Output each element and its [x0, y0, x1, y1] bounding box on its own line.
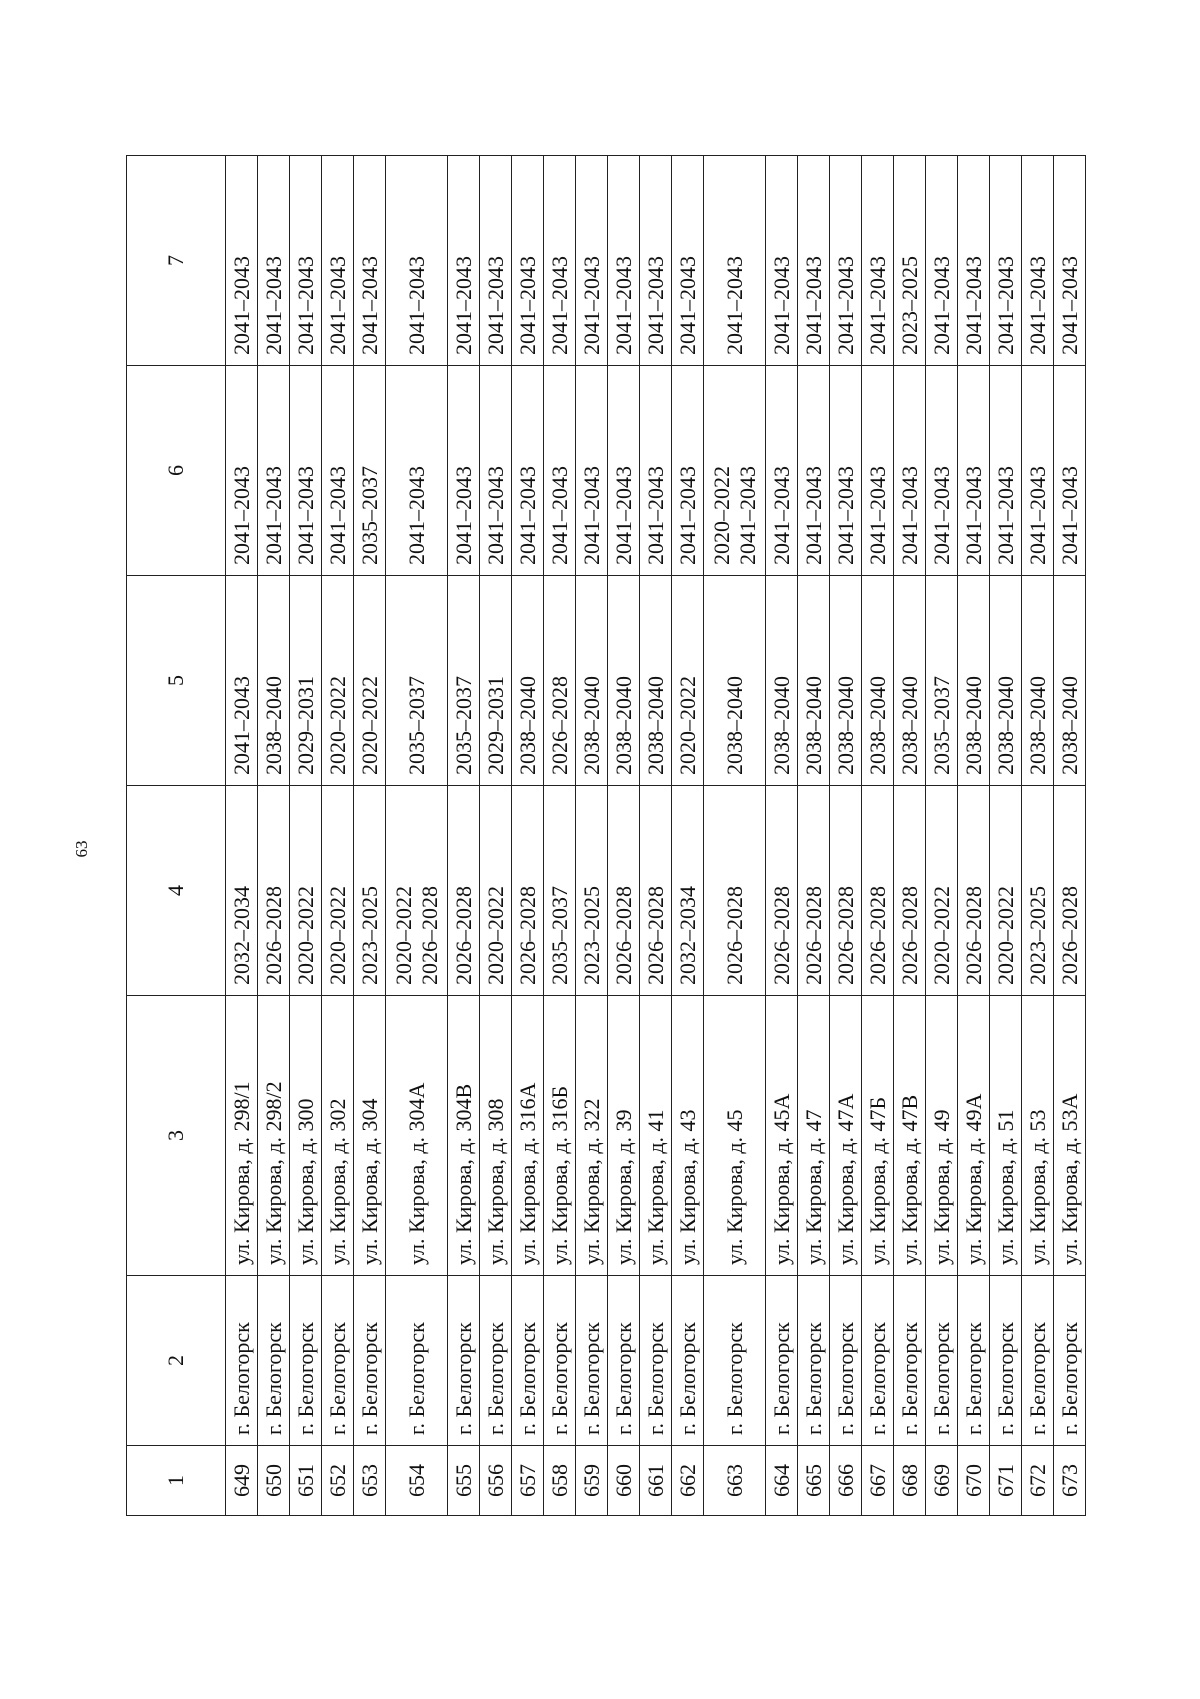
- table-cell: 2020–2022: [926, 786, 958, 996]
- table-cell: 2038–2040: [990, 576, 1022, 786]
- table-cell: 2041–2043: [512, 156, 544, 366]
- table-cell: г. Белогорск: [354, 1276, 386, 1446]
- table-cell: 2026–2028: [830, 786, 862, 996]
- table-cell: г. Белогорск: [894, 1276, 926, 1446]
- table-cell: 2026–2028: [640, 786, 672, 996]
- table-cell: 2038–2040: [894, 576, 926, 786]
- table-cell: ул. Кирова, д. 322: [576, 996, 608, 1276]
- table-cell: г. Белогорск: [798, 1276, 830, 1446]
- table-cell: 2041–2043: [640, 156, 672, 366]
- table-cell: 2038–2040: [1054, 576, 1086, 786]
- table-cell: 2041–2043: [290, 156, 322, 366]
- table-cell: г. Белогорск: [1054, 1276, 1086, 1446]
- table-cell: 2035–2037: [448, 576, 480, 786]
- table-row: [894, 156, 926, 1516]
- table-cell: г. Белогорск: [830, 1276, 862, 1446]
- table-cell: 2041–2043: [1022, 156, 1054, 366]
- table-cell: 2038–2040: [830, 576, 862, 786]
- table-cell: 2023–2025: [576, 786, 608, 996]
- table-cell: 2020–2022: [290, 786, 322, 996]
- table-row: [544, 156, 576, 1516]
- table-cell: ул. Кирова, д. 49: [926, 996, 958, 1276]
- table-cell: 2041–2043: [480, 156, 512, 366]
- table-cell: 2035–2037: [544, 786, 576, 996]
- table-cell: 2026–2028: [704, 786, 766, 996]
- table-cell: 2041–2043: [290, 366, 322, 576]
- table-cell: ул. Кирова, д. 300: [290, 996, 322, 1276]
- table-cell: ул. Кирова, д. 53: [1022, 996, 1054, 1276]
- table-cell: 2041–2043: [226, 156, 258, 366]
- table-cell: 2041–2043: [640, 366, 672, 576]
- table-cell: 2020–2022: [990, 786, 1022, 996]
- table-cell: г. Белогорск: [926, 1276, 958, 1446]
- table-row: [448, 156, 480, 1516]
- table-cell: 2041–2043: [386, 156, 448, 366]
- table-cell: 2041–2043: [766, 366, 798, 576]
- table-cell: 662: [672, 1446, 704, 1516]
- table-cell: 659: [576, 1446, 608, 1516]
- table-row: [672, 156, 704, 1516]
- table-cell: 2026–2028: [862, 786, 894, 996]
- table-cell: 2041–2043: [862, 156, 894, 366]
- table-cell: 670: [958, 1446, 990, 1516]
- table-cell: 2026–2028: [608, 786, 640, 996]
- table-body: [127, 156, 1086, 1516]
- table-cell: ул. Кирова, д. 47В: [894, 996, 926, 1276]
- table-cell: 2041–2043: [1054, 156, 1086, 366]
- header-row: [127, 156, 226, 1516]
- table-cell: 672: [1022, 1446, 1054, 1516]
- cell-line: 2020–2022: [391, 886, 417, 985]
- table-cell: 2026–2028: [512, 786, 544, 996]
- table-cell: 2020–2022: [354, 576, 386, 786]
- table-row: [704, 156, 766, 1516]
- table-cell: 2041–2043: [798, 156, 830, 366]
- table-cell: 2041–2043: [608, 156, 640, 366]
- table-row: [290, 156, 322, 1516]
- column-header: 1: [127, 1446, 226, 1516]
- table-cell: ул. Кирова, д. 45: [704, 996, 766, 1276]
- table-cell: 2041–2043: [448, 366, 480, 576]
- table-cell: 655: [448, 1446, 480, 1516]
- table-cell: г. Белогорск: [512, 1276, 544, 1446]
- table-cell: 2041–2043: [480, 366, 512, 576]
- table-cell: 673: [1054, 1446, 1086, 1516]
- table-cell: 2041–2043: [1022, 366, 1054, 576]
- table-cell: 2041–2043: [926, 366, 958, 576]
- table-cell: 2041–2043: [512, 366, 544, 576]
- table-cell: 2026–2028: [1054, 786, 1086, 996]
- cell-line: 2041–2043: [734, 466, 760, 565]
- table-cell: 651: [290, 1446, 322, 1516]
- table-cell: ул. Кирова, д. 51: [990, 996, 1022, 1276]
- table-cell: 2041–2043: [576, 366, 608, 576]
- table-cell: 2038–2040: [640, 576, 672, 786]
- table-cell: 649: [226, 1446, 258, 1516]
- table-cell: ул. Кирова, д. 316А: [512, 996, 544, 1276]
- table-cell: 2038–2040: [576, 576, 608, 786]
- column-header: 3: [127, 996, 226, 1276]
- cell-line: 2020–2022: [709, 466, 735, 565]
- table-cell: 2041–2043: [990, 156, 1022, 366]
- rotated-table-container: [126, 156, 1086, 1516]
- table-cell: 2041–2043: [322, 366, 354, 576]
- table-cell: 667: [862, 1446, 894, 1516]
- table-cell: г. Белогорск: [862, 1276, 894, 1446]
- table-cell: ул. Кирова, д. 304В: [448, 996, 480, 1276]
- table-cell: г. Белогорск: [608, 1276, 640, 1446]
- table-row: [766, 156, 798, 1516]
- table-row: [480, 156, 512, 1516]
- table-row: [640, 156, 672, 1516]
- table-cell: 2041–2043: [258, 156, 290, 366]
- table-cell: 2041–2043: [958, 366, 990, 576]
- table-cell: 2041–2043: [894, 366, 926, 576]
- table-cell: г. Белогорск: [226, 1276, 258, 1446]
- table-cell: 2038–2040: [958, 576, 990, 786]
- table-cell: г. Белогорск: [958, 1276, 990, 1446]
- table-cell: 653: [354, 1446, 386, 1516]
- table-cell: 2041–2043: [862, 366, 894, 576]
- table-cell: 664: [766, 1446, 798, 1516]
- table-cell: 2020–2022: [672, 576, 704, 786]
- table-cell: ул. Кирова, д. 47: [798, 996, 830, 1276]
- table-cell: 660: [608, 1446, 640, 1516]
- table-row: [386, 156, 448, 1516]
- table-cell: 2020–2022: [480, 786, 512, 996]
- column-header: 5: [127, 576, 226, 786]
- column-header: 6: [127, 366, 226, 576]
- table-cell: г. Белогорск: [1022, 1276, 1054, 1446]
- table-cell: 652: [322, 1446, 354, 1516]
- table-cell: г. Белогорск: [386, 1276, 448, 1446]
- table-cell: ул. Кирова, д. 43: [672, 996, 704, 1276]
- table-cell: ул. Кирова, д. 298/2: [258, 996, 290, 1276]
- table-cell: г. Белогорск: [704, 1276, 766, 1446]
- cell-line: 2026–2028: [416, 886, 442, 985]
- table-cell: 2041–2043: [958, 156, 990, 366]
- table-cell: 2026–2028: [894, 786, 926, 996]
- table-cell: 2041–2043: [926, 156, 958, 366]
- table-cell: г. Белогорск: [544, 1276, 576, 1446]
- table-cell: 665: [798, 1446, 830, 1516]
- table-row: [226, 156, 258, 1516]
- table-row: [830, 156, 862, 1516]
- table-cell: ул. Кирова, д. 304: [354, 996, 386, 1276]
- table-row: [926, 156, 958, 1516]
- table-cell: 2041–2043: [354, 156, 386, 366]
- column-header: 4: [127, 786, 226, 996]
- table-cell: г. Белогорск: [640, 1276, 672, 1446]
- table-cell: ул. Кирова, д. 316Б: [544, 996, 576, 1276]
- table-cell: 2038–2040: [704, 576, 766, 786]
- table-cell: 2026–2028: [448, 786, 480, 996]
- schedule-table: [126, 155, 1086, 1516]
- table-cell: 657: [512, 1446, 544, 1516]
- page-number: 63: [72, 840, 91, 858]
- table-cell: ул. Кирова, д. 39: [608, 996, 640, 1276]
- table-cell: ул. Кирова, д. 304А: [386, 996, 448, 1276]
- table-cell: 2041–2043: [226, 366, 258, 576]
- table-cell: 2038–2040: [258, 576, 290, 786]
- table-cell: 2026–2028: [958, 786, 990, 996]
- table-cell: г. Белогорск: [322, 1276, 354, 1446]
- table-cell: 2035–2037: [926, 576, 958, 786]
- table-cell: 2041–2043: [608, 366, 640, 576]
- column-header: 7: [127, 156, 226, 366]
- table-cell: ул. Кирова, д. 49А: [958, 996, 990, 1276]
- table-cell: ул. Кирова, д. 47Б: [862, 996, 894, 1276]
- table-cell: 2041–2043: [830, 366, 862, 576]
- table-cell: 2041–2043: [1054, 366, 1086, 576]
- table-cell: 2023–2025: [894, 156, 926, 366]
- table-row: [798, 156, 830, 1516]
- table-row: [990, 156, 1022, 1516]
- table-cell: ул. Кирова, д. 41: [640, 996, 672, 1276]
- table-row: [576, 156, 608, 1516]
- table-cell: 2026–2028: [766, 786, 798, 996]
- table-cell: г. Белогорск: [766, 1276, 798, 1446]
- table-cell: ул. Кирова, д. 302: [322, 996, 354, 1276]
- table-cell: 2026–2028: [798, 786, 830, 996]
- table-cell: 2041–2043: [544, 366, 576, 576]
- table-cell: г. Белогорск: [672, 1276, 704, 1446]
- table-cell: 2041–2043: [544, 156, 576, 366]
- table-cell: 661: [640, 1446, 672, 1516]
- table-cell: ул. Кирова, д. 53А: [1054, 996, 1086, 1276]
- table-cell: 2038–2040: [766, 576, 798, 786]
- table-cell: 2041–2043: [704, 156, 766, 366]
- table-cell: 671: [990, 1446, 1022, 1516]
- table-row: [354, 156, 386, 1516]
- table-cell: 2023–2025: [354, 786, 386, 996]
- table-cell: 2041–2043: [766, 156, 798, 366]
- table-cell: 2041–2043: [448, 156, 480, 366]
- table-cell: 2041–2043: [990, 366, 1022, 576]
- table-cell: 666: [830, 1446, 862, 1516]
- table-cell: [386, 786, 448, 996]
- table-cell: 2026–2028: [258, 786, 290, 996]
- table-row: [322, 156, 354, 1516]
- table-cell: 2041–2043: [386, 366, 448, 576]
- table-row: [958, 156, 990, 1516]
- table-cell: 2041–2043: [672, 156, 704, 366]
- table-cell: 2035–2037: [386, 576, 448, 786]
- table-row: [512, 156, 544, 1516]
- table-cell: 2038–2040: [862, 576, 894, 786]
- table-cell: 658: [544, 1446, 576, 1516]
- table-cell: 2041–2043: [322, 156, 354, 366]
- table-cell: 2041–2043: [576, 156, 608, 366]
- table-row: [1054, 156, 1086, 1516]
- table-cell: 2041–2043: [798, 366, 830, 576]
- table-cell: 2038–2040: [512, 576, 544, 786]
- table-cell: г. Белогорск: [990, 1276, 1022, 1446]
- column-header: 2: [127, 1276, 226, 1446]
- table-cell: г. Белогорск: [576, 1276, 608, 1446]
- table-cell: 2038–2040: [798, 576, 830, 786]
- table-cell: г. Белогорск: [290, 1276, 322, 1446]
- table-cell: 2029–2031: [480, 576, 512, 786]
- table-cell: 2041–2043: [258, 366, 290, 576]
- table-cell: 668: [894, 1446, 926, 1516]
- table-cell: ул. Кирова, д. 45А: [766, 996, 798, 1276]
- table-row: [1022, 156, 1054, 1516]
- table-cell: 2038–2040: [608, 576, 640, 786]
- table-cell: 2023–2025: [1022, 786, 1054, 996]
- table-cell: 2029–2031: [290, 576, 322, 786]
- table-cell: 650: [258, 1446, 290, 1516]
- table-cell: 2020–2022: [322, 576, 354, 786]
- table-cell: г. Белогорск: [480, 1276, 512, 1446]
- table-cell: ул. Кирова, д. 308: [480, 996, 512, 1276]
- table-row: [862, 156, 894, 1516]
- table-cell: 2035–2037: [354, 366, 386, 576]
- table-cell: 2032–2034: [226, 786, 258, 996]
- table-row: [258, 156, 290, 1516]
- table-cell: 2038–2040: [1022, 576, 1054, 786]
- table-cell: г. Белогорск: [448, 1276, 480, 1446]
- table-cell: [704, 366, 766, 576]
- table-cell: 2041–2043: [226, 576, 258, 786]
- table-cell: 654: [386, 1446, 448, 1516]
- table-cell: г. Белогорск: [258, 1276, 290, 1446]
- table-cell: 2041–2043: [830, 156, 862, 366]
- table-cell: 669: [926, 1446, 958, 1516]
- table-cell: 2041–2043: [672, 366, 704, 576]
- table-cell: ул. Кирова, д. 298/1: [226, 996, 258, 1276]
- table-cell: 2020–2022: [322, 786, 354, 996]
- table-cell: 656: [480, 1446, 512, 1516]
- table-row: [608, 156, 640, 1516]
- table-cell: 2026–2028: [544, 576, 576, 786]
- table-cell: 2032–2034: [672, 786, 704, 996]
- table-cell: ул. Кирова, д. 47А: [830, 996, 862, 1276]
- table-cell: 663: [704, 1446, 766, 1516]
